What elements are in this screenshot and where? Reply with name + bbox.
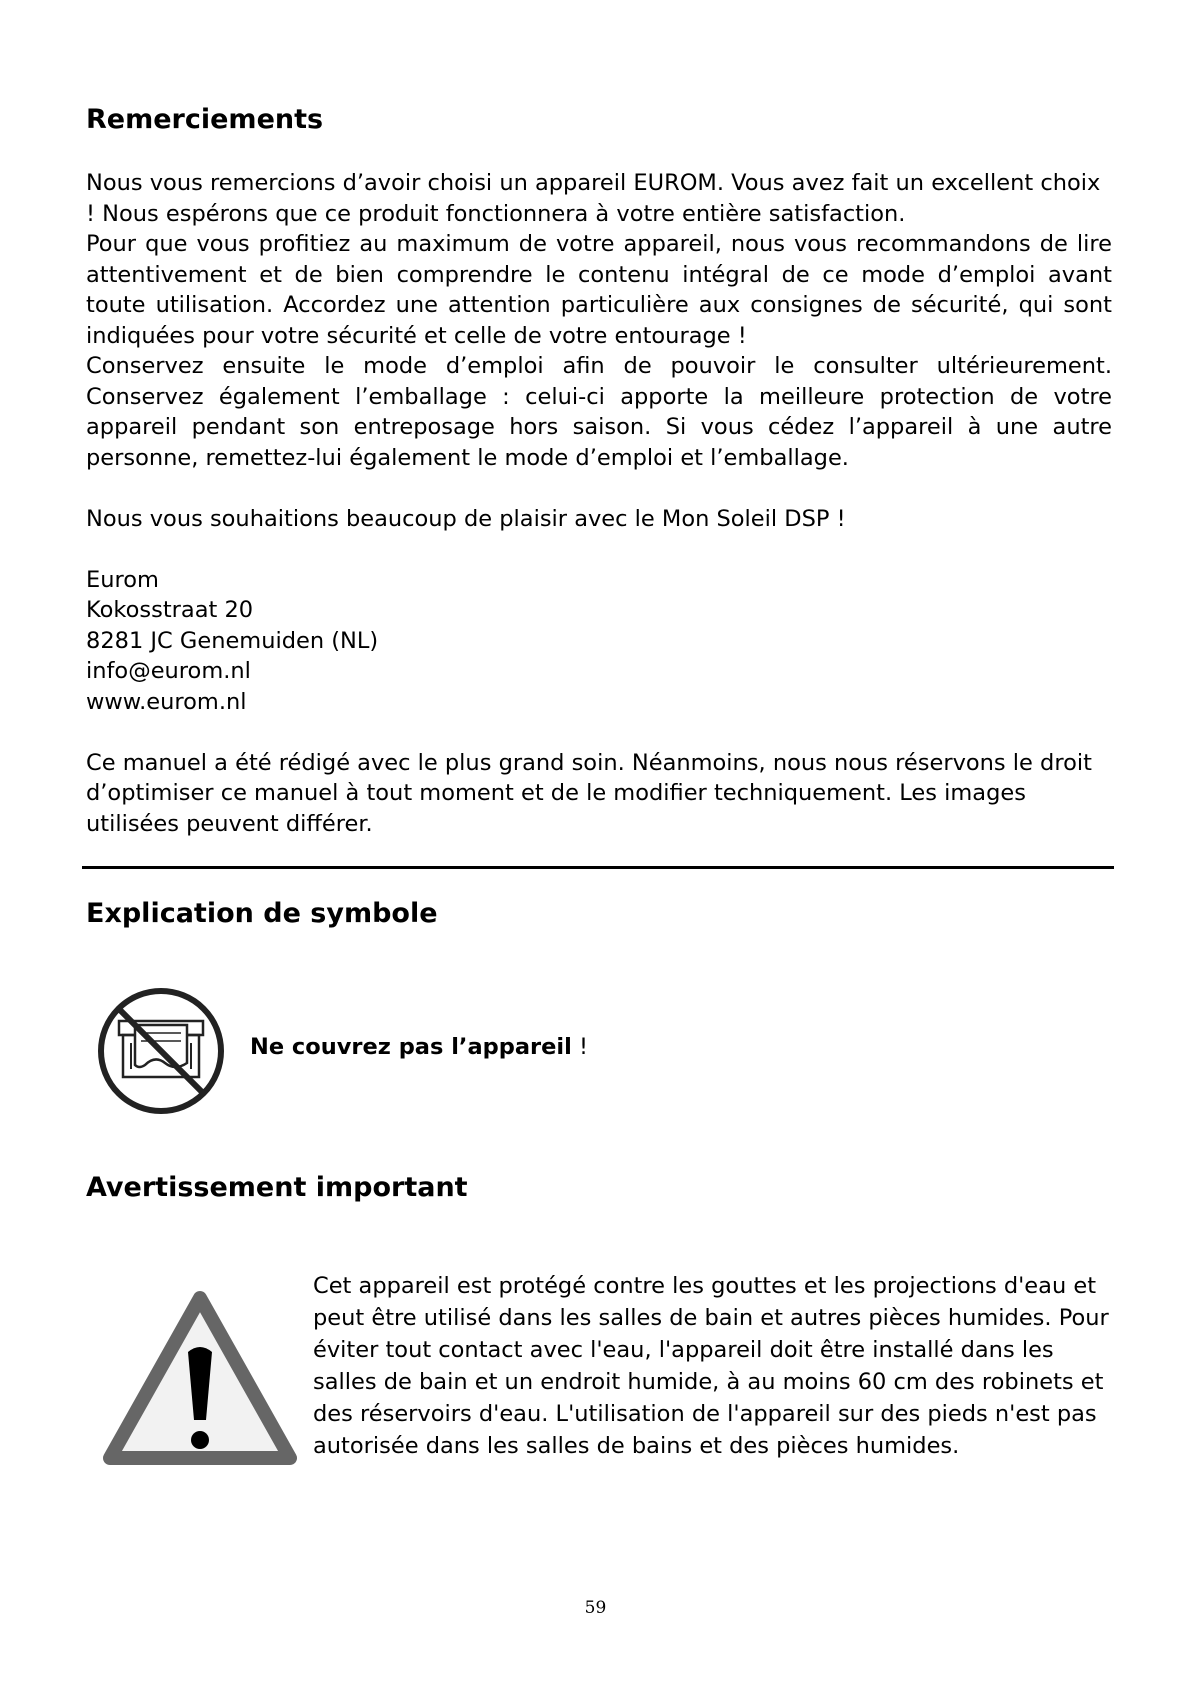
warning-triangle-icon: [102, 1290, 298, 1466]
section-divider: [82, 866, 1114, 869]
thanks-wish: Nous vous souhaitions beaucoup de plaisir avec le Mon Soleil DSP !: [86, 505, 846, 532]
do-not-cover-icon: [95, 985, 227, 1117]
symbol-label-bold: Ne couvrez pas l’appareil: [250, 1034, 572, 1060]
company-address: [86, 565, 1112, 718]
symbols-title: Explication de symbole: [86, 898, 438, 929]
thanks-title: Remerciements: [86, 104, 324, 135]
symbol-label-suffix: !: [571, 1034, 588, 1060]
thanks-paragraph-1: Nous vous remercions d’avoir choisi un appareil EUROM. Vous avez fait un excellent choix ! Nous espérons que ce produit fonctionnera à votre entière satisfaction.: [86, 170, 1101, 227]
warning-title: Avertissement important: [86, 1172, 468, 1203]
thanks-paragraph-3: Conservez ensuite le mode d’emploi afin de pouvoir le consulter ultérieurement. Conservez également l’emballage : celui-ci apporte la meilleure protection de votre appareil pendant son entreposage hors saison. Si vous cédez l’appareil à une autre personne, remettez-lui également le mode d’emploi et l’emballage.: [86, 353, 1112, 471]
symbol-label: [250, 1032, 588, 1062]
address-website: www.eurom.nl: [86, 688, 247, 715]
thanks-body: [86, 168, 1112, 839]
thanks-section: [86, 104, 1112, 839]
page-number: 59: [584, 1598, 607, 1618]
address-company: Eurom: [86, 566, 159, 593]
address-email: info@eurom.nl: [86, 658, 251, 685]
disclaimer: Ce manuel a été rédigé avec le plus grand soin. Néanmoins, nous nous réservons le droit d’optimiser ce manuel à tout moment et de le modifier techniquement. Les images utilisées peuvent différer.: [86, 749, 1092, 837]
thanks-paragraph-2: Pour que vous profitiez au maximum de votre appareil, nous vous recommandons de lire attentivement et de bien comprendre le contenu intégral de ce mode d’emploi avant toute utilisation. Accordez une attention particulière aux consignes de sécurité, qui sont indiquées pour votre sécurité et celle de votre entourage !: [86, 231, 1112, 349]
warning-text: Cet appareil est protégé contre les gouttes et les projections d'eau et peut être utilisé dans les salles de bain et autres pièces humides. Pour éviter tout contact avec l'eau, l'appareil doit être installé dans les salles de bain et un endroit humide, à au moins 60 cm des robinets et des réservoirs d'eau. L'utilisation de l'appareil sur des pieds n'est pas autorisée dans les salles de bains et des pièces humides.: [313, 1273, 1109, 1459]
address-city: 8281 JC Genemuiden (NL): [86, 627, 379, 654]
address-street: Kokosstraat 20: [86, 597, 254, 624]
